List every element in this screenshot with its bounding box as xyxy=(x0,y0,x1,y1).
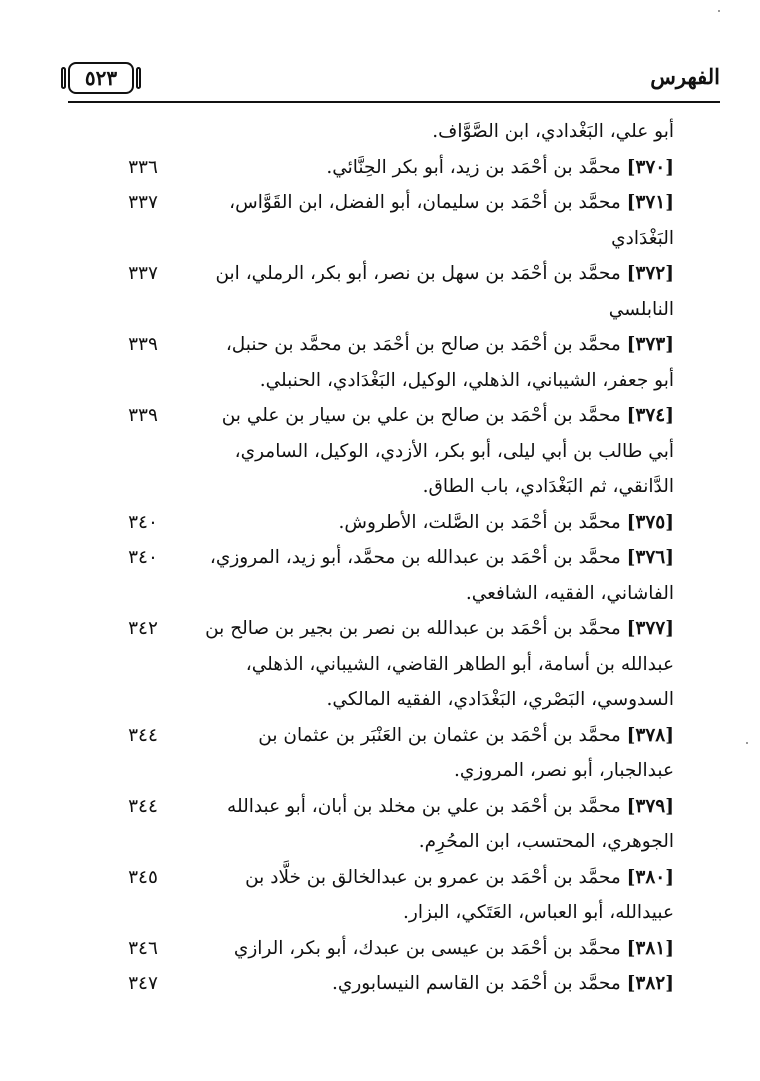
entry-number: [٣٧١] xyxy=(626,192,674,213)
index-entry xyxy=(108,718,674,789)
entry-text: محمَّد بن أحْمَد بن صالح بن أحْمَد بن محمَّد بن حنبل، أبو جعفر، الشيباني، الذهلي، الوكيل، البَغْدَادي، الحنبلي. xyxy=(225,334,674,391)
running-title: الفهرس xyxy=(650,64,720,89)
entry-number: [٣٧٤] xyxy=(626,405,674,426)
entry-text: محمَّد بن أحْمَد بن سليمان، أبو الفضل، ابن القَوَّاس، البَغْدَادي xyxy=(229,192,674,249)
index-entry xyxy=(108,860,674,931)
index-entry xyxy=(108,327,674,398)
entry-number: [٣٧٧] xyxy=(626,618,674,639)
entry-number: [٣٧٩] xyxy=(626,795,674,817)
page-number: ٥٢٣ xyxy=(68,62,134,94)
entry-text: محمَّد بن أحْمَد بن عبدالله بن نصر بن بجير بن صالح بن عبدالله بن أسامة، أبو الطاهر القاضي، الشيباني، الذهلي، السدوسي، البَصْري، البَغْدَادي، الفقيه المالكي. xyxy=(205,618,674,710)
index-entry xyxy=(108,150,674,186)
index-entry xyxy=(108,256,674,327)
entry-page: ٣٤٠ xyxy=(128,547,158,568)
entry-page: ٣٣٦ xyxy=(128,156,158,178)
index-entry xyxy=(108,540,674,611)
header-rule xyxy=(68,101,720,103)
entry-number: [٣٧٨] xyxy=(626,724,674,746)
entry-text: محمَّد بن أحْمَد بن زيد، أبو بكر الحِنَّائي. xyxy=(326,156,621,178)
entry-page: ٣٣٩ xyxy=(128,405,158,426)
entry-number: [٣٧٥] xyxy=(626,511,674,533)
lead-text: أبو علي، البَغْدادي، ابن الصَّوَّاف. xyxy=(432,121,674,142)
entry-page: ٣٤٤ xyxy=(128,795,158,817)
entry-number: [٣٧٣] xyxy=(626,334,674,355)
index-entry xyxy=(108,611,674,718)
index-entry xyxy=(108,398,674,505)
entry-number: [٣٨٠] xyxy=(626,866,674,888)
entry-text: محمَّد بن أحْمَد بن صالح بن علي بن سيار بن علي بن أبي طالب بن أبي ليلى، أبو بكر، الأزدي، الوكيل، السامري، الدَّانقي، ثم البَغْدَادي، باب الطاق. xyxy=(221,405,674,497)
entry-text: محمَّد بن أحْمَد بن عثمان بن العَنْبَر بن عثمان بن عبدالجبار، أبو نصر، المروزي. xyxy=(258,724,674,781)
entry-list xyxy=(108,150,674,1002)
entry-number: [٣٧٢] xyxy=(626,263,674,284)
entry-text: محمَّد بن أحْمَد بن عبدالله بن محمَّد، أبو زيد، المروزي، الفاشاني، الفقيه، الشافعي. xyxy=(209,547,674,604)
index-list xyxy=(108,114,674,1002)
entry-text: محمَّد بن أحْمَد بن عمرو بن عبدالخالق بن خلَّاد بن عبيدالله، أبو العباس، العَتَكي، البزار. xyxy=(245,866,674,923)
index-entry xyxy=(108,505,674,541)
entry-text: محمَّد بن أحْمَد بن الصَّلت، الأطروش. xyxy=(338,511,621,533)
index-entry xyxy=(108,185,674,256)
entry-text: محمَّد بن أحْمَد بن سهل بن نصر، أبو بكر، الرملي، ابن النابلسي xyxy=(215,263,674,320)
scan-speck xyxy=(746,742,748,744)
entry-text: محمَّد بن أحْمَد بن القاسم النيسابوري. xyxy=(331,973,621,994)
entry-page: ٣٤٥ xyxy=(128,866,158,888)
entry-page: ٣٣٧ xyxy=(128,192,158,213)
scan-speck xyxy=(718,10,720,12)
entry-page: ٣٤٠ xyxy=(128,511,158,533)
entry-number: [٣٨٢] xyxy=(626,973,674,994)
entry-page: ٣٤٤ xyxy=(128,724,158,746)
index-entry xyxy=(108,966,674,1002)
entry-text: محمَّد بن أحْمَد بن علي بن مخلد بن أبان، أبو عبدالله الجوهري، المحتسب، ابن المحُرِم. xyxy=(227,795,674,852)
entry-page: ٣٣٩ xyxy=(128,334,158,355)
entry-page: ٣٤٦ xyxy=(128,937,158,959)
entry-number: [٣٧٠] xyxy=(626,156,674,178)
entry-page: ٣٣٧ xyxy=(128,263,158,284)
index-entry xyxy=(108,931,674,967)
page-header xyxy=(68,62,720,100)
entry-number: [٣٧٦] xyxy=(626,547,674,568)
entry-page: ٣٤٢ xyxy=(128,618,158,639)
index-entry xyxy=(108,789,674,860)
entry-page: ٣٤٧ xyxy=(128,973,158,994)
entry-number: [٣٨١] xyxy=(626,937,674,959)
entry-text: محمَّد بن أحْمَد بن عيسى بن عبدك، أبو بكر، الرازي xyxy=(233,937,621,959)
